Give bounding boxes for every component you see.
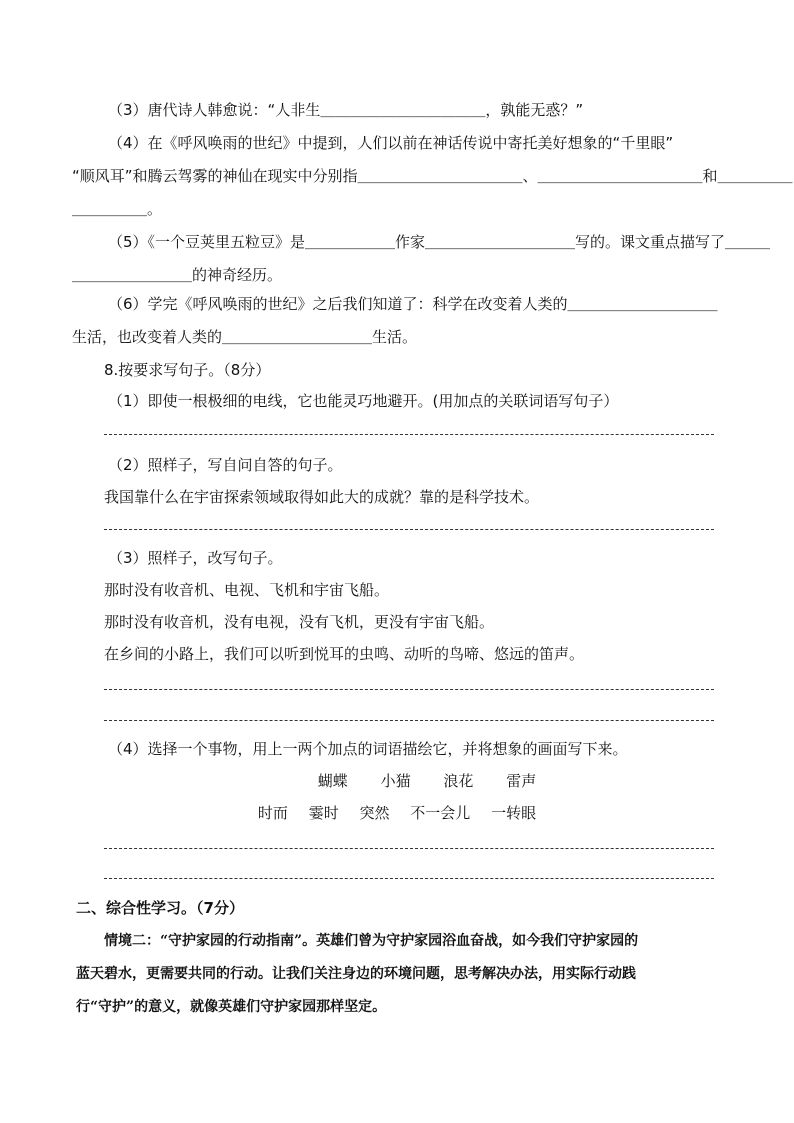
section2-para-line2: 蓝天碧水，更需要共同的行动。让我们关注身边的环境问题，思考解决办法，用实际行动践 — [76, 966, 636, 982]
dotted-words-row — [0, 803, 794, 823]
answer-line[interactable] — [104, 878, 714, 879]
thing-word: 蝴蝶 — [317, 772, 348, 790]
q7-item5-line1: （5）《一个豆荚里五粒豆》是＿＿＿＿＿＿作家＿＿＿＿＿＿＿＿＿＿写的。课文重点描写了＿＿＿ — [108, 233, 771, 251]
q8-s4: （4）选择一个事物，用上一两个加点的词语描绘它，并将想象的画面写下来。 — [108, 740, 628, 758]
answer-line[interactable] — [104, 529, 714, 530]
answer-line[interactable] — [104, 434, 714, 435]
q8-s3-prompt: 在乡间的小路上，我们可以听到悦耳的虫鸣、动听的鸟啼、悠远的笛声。 — [104, 645, 585, 663]
section2-heading: 二、综合性学习。（7分） — [76, 899, 244, 917]
q8-s3-example2: 那时没有收音机，没有电视，没有飞机，更没有宇宙飞船。 — [104, 613, 495, 631]
section2-para-line1: 情境二：“守护家园的行动指南”。英雄们曾为守护家园浴血奋战，如今我们守护家园的 — [104, 933, 639, 949]
q7-item4-line2: “顺风耳”和腾云驾雾的神仙在现实中分别指＿＿＿＿＿＿＿＿＿＿＿、＿＿＿＿＿＿＿＿＿＿＿和＿＿＿＿＿ — [72, 167, 793, 185]
q7-item4-line1: （4）在《呼风唤雨的世纪》中提到，人们以前在神话传说中寄托美好想象的“千里眼” — [108, 134, 674, 152]
q7-item6-line2: 生活，也改变着人类的＿＿＿＿＿＿＿＿＿＿生活。 — [72, 328, 418, 346]
q8-heading: 8.按要求写句子。（8分） — [104, 361, 271, 379]
answer-line[interactable] — [104, 848, 714, 849]
q7-item5-line2: ＿＿＿＿＿＿＿＿的神奇经历。 — [72, 266, 283, 284]
things-row — [0, 771, 794, 791]
thing-word: 雷声 — [506, 772, 537, 790]
q8-s3-example1: 那时没有收音机、电视、飞机和宇宙飞船。 — [104, 581, 390, 599]
q8-s3: （3）照样子，改写句子。 — [108, 549, 283, 567]
dotted-word: 一转眼 — [491, 804, 537, 822]
dotted-word: 霎时 — [308, 804, 339, 822]
answer-line[interactable] — [104, 720, 714, 721]
q8-s2: （2）照样子，写自问自答的句子。 — [108, 456, 343, 474]
q8-s1: （1）即使一根极细的电线，它也能灵巧地避开。(用加点的关联词语写句子） — [108, 392, 619, 410]
thing-word: 小猫 — [380, 772, 411, 790]
thing-word: 浪花 — [443, 772, 474, 790]
dotted-word: 时而 — [257, 804, 288, 822]
q8-s2-example: 我国靠什么在宇宙探索领域取得如此大的成就？靠的是科学技术。 — [104, 488, 540, 506]
q7-item4-line3: ＿＿＿＿＿。 — [72, 200, 163, 218]
dotted-word: 突然 — [359, 804, 390, 822]
section2-para-line3: 行“守护”的意义，就像英雄们守护家园那样坚定。 — [76, 999, 387, 1015]
q7-item6-line1: （6）学完《呼风唤雨的世纪》之后我们知道了：科学在改变着人类的＿＿＿＿＿＿＿＿＿＿ — [108, 295, 718, 313]
answer-line[interactable] — [104, 689, 714, 690]
q7-item3: （3）唐代诗人韩愈说：“人非生＿＿＿＿＿＿＿＿＿＿＿，孰能无惑？” — [108, 101, 584, 119]
dotted-word: 不一会儿 — [410, 804, 471, 822]
